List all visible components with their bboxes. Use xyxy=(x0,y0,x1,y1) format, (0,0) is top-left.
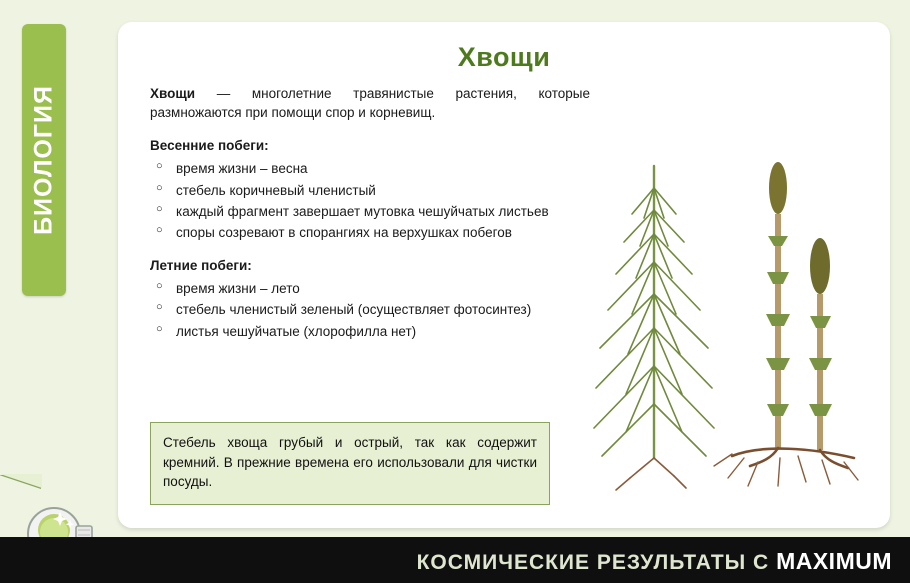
section-heading-summer: Летние побеги: xyxy=(150,258,252,274)
fact-note: Стебель хвоща грубый и острый, так как содержит кремний. В прежние времена его использовали для чистки посуды. xyxy=(150,422,550,505)
intro-term: Хвощи xyxy=(150,86,196,101)
list-item: ○ стебель коричневый членистый xyxy=(150,181,590,200)
section-heading-spring: Весенние побеги: xyxy=(150,138,269,154)
intro-rest: — многолетние травянистые растения, которые размножаются при помощи спор и корневищ. xyxy=(150,86,590,121)
list-item: ○ стебель членистый зеленый (осуществляет фотосинтез) xyxy=(150,300,590,319)
content-card xyxy=(118,22,890,528)
footer-bar xyxy=(0,537,910,583)
section-list-spring xyxy=(150,159,590,242)
page-title: Хвощи xyxy=(457,42,551,72)
brand-name: MAXIMUM xyxy=(776,548,892,574)
text-content xyxy=(150,84,590,355)
list-item: ○ споры созревают в спорангиях на верхушках побегов xyxy=(150,223,590,242)
note-callout-tail xyxy=(0,474,42,488)
list-item: ○ листья чешуйчатые (хлорофилла нет) xyxy=(150,322,590,341)
list-item: ○ время жизни – весна xyxy=(150,159,590,178)
list-item: ○ каждый фрагмент завершает мутовка чешуйчатых листьев xyxy=(150,202,590,221)
section-list-summer xyxy=(150,279,590,340)
subject-tab xyxy=(22,24,66,296)
footer-tagline: КОСМИЧЕСКИЕ РЕЗУЛЬТАТЫ С xyxy=(416,551,777,574)
subject-tab-label: БИОЛОГИЯ xyxy=(29,85,58,235)
footer-text xyxy=(417,548,892,575)
intro-paragraph xyxy=(150,84,590,122)
horsetail-plants-illustration xyxy=(582,118,882,518)
list-item: ○ время жизни – лето xyxy=(150,279,590,298)
